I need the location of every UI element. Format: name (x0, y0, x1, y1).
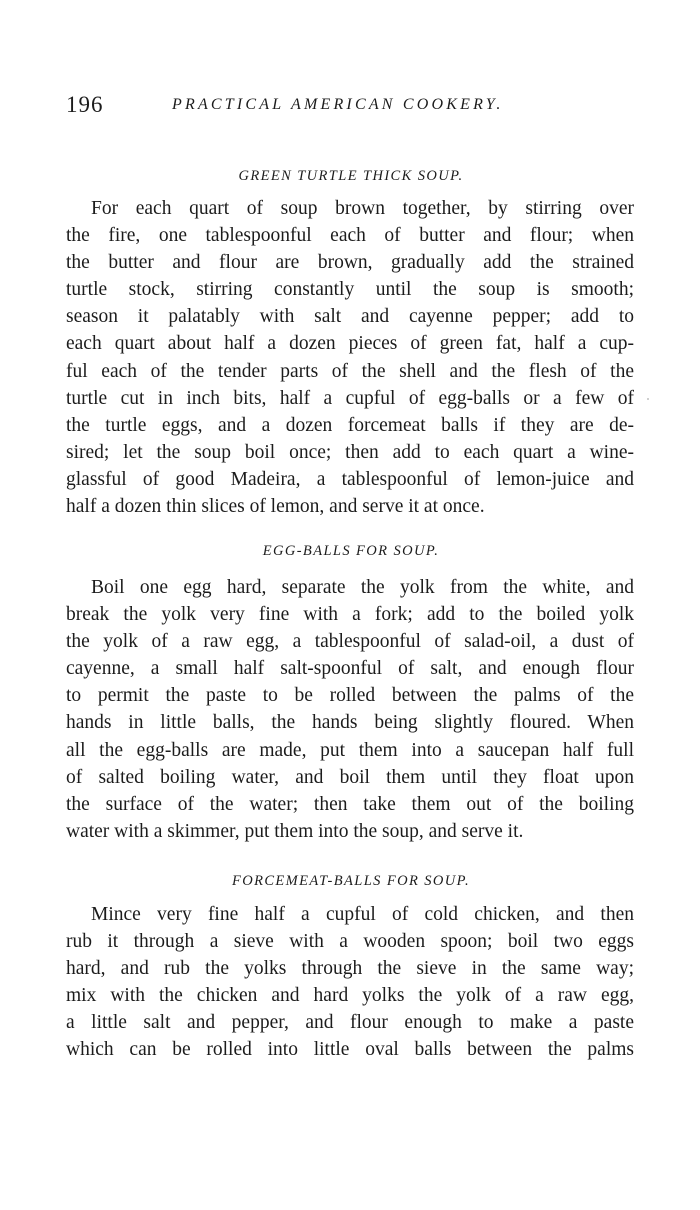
paragraph-forcemeat-balls-for-soup (66, 901, 634, 1064)
text-line: rub it through a sieve with a wooden spoon; boil two eggs (66, 931, 634, 953)
section-heading-green-turtle-thick-soup: GREEN TURTLE THICK SOUP. (238, 168, 464, 184)
text-line: turtle stock, stirring constantly until the soup is smooth; (66, 279, 634, 301)
text-line: season it palatably with salt and cayenne pepper; add to (66, 306, 634, 328)
text-line: glassful of good Madeira, a tablespoonful of lemon-juice and (66, 468, 634, 490)
paragraph-egg-balls-for-soup (66, 574, 634, 845)
text-line: of salted boiling water, and boil them until they float upon (66, 766, 634, 788)
running-head (66, 92, 636, 120)
paper-speck (647, 398, 649, 400)
text-line: mix with the chicken and hard yolks the yolk of a raw egg, (66, 985, 634, 1007)
text-line: the fire, one tablespoonful each of butter and flour; when (66, 225, 634, 247)
text-line: hands in little balls, the hands being slightly floured. When (66, 712, 634, 734)
text-line: all the egg-balls are made, put them into a saucepan half full (66, 739, 634, 761)
text-line: the yolk of a raw egg, a tablespoonful of salad-oil, a dust of (66, 631, 634, 653)
text-line: break the yolk very fine with a fork; add to the boiled yolk (66, 604, 634, 626)
text-line: half a dozen thin slices of lemon, and serve it at once. (66, 496, 485, 518)
text-line: a little salt and pepper, and flour enough to make a paste (66, 1012, 634, 1034)
text-line: the surface of the water; then take them out of the boiling (66, 793, 634, 815)
text-line: water with a skimmer, put them into the soup, and serve it. (66, 820, 524, 842)
running-title: PRACTICAL AMERICAN COOKERY. (172, 96, 504, 113)
text-line: turtle cut in inch bits, half a cupful of egg-balls or a few of (66, 387, 634, 409)
text-line: cayenne, a small half salt-spoonful of salt, and enough flour (66, 658, 634, 680)
text-line: Boil one egg hard, separate the yolk from the white, and (91, 577, 634, 598)
text-line: which can be rolled into little oval balls between the palms (66, 1039, 634, 1061)
text-line: For each quart of soup brown together, by stirring over (91, 198, 634, 219)
section-heading-forcemeat-balls-for-soup: FORCEMEAT-BALLS FOR SOUP. (231, 873, 471, 889)
text-line: Mince very fine half a cupful of cold chicken, and then (91, 904, 634, 925)
text-line: the turtle eggs, and a dozen forcemeat balls if they are de- (66, 414, 634, 436)
paragraph-green-turtle-thick-soup (66, 195, 634, 520)
text-line: ful each of the tender parts of the shell and the flesh of the (66, 360, 634, 382)
text-line: to permit the paste to be rolled between the palms of the (66, 685, 634, 707)
text-line: sired; let the soup boil once; then add to each quart a wine- (66, 441, 634, 463)
text-line: each quart about half a dozen pieces of green fat, half a cup- (66, 333, 634, 355)
page-number: 196 (66, 92, 104, 117)
section-heading-egg-balls-for-soup: EGG-BALLS FOR SOUP. (262, 543, 440, 559)
text-line: hard, and rub the yolks through the sieve in the same way; (66, 958, 634, 980)
text-line: the butter and flour are brown, gradually add the strained (66, 252, 634, 274)
